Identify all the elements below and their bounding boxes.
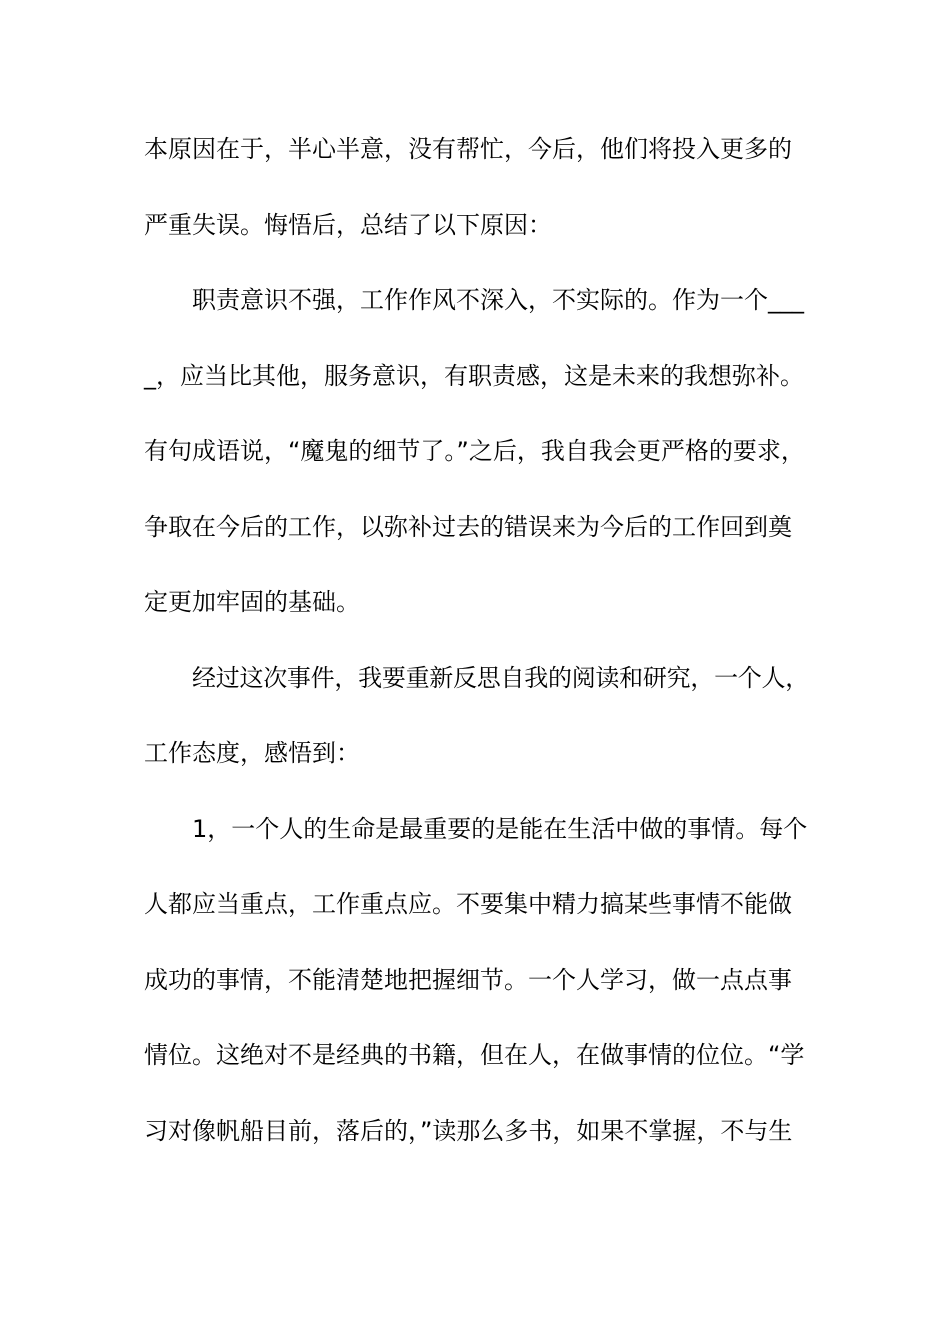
body-text: [144, 112, 809, 1169]
text-line: 成功的事情，不能清楚地把握细节。一个人学习，做一点点事: [144, 965, 792, 994]
text-line: 习对像帆船目前，落后的，”读那么多书，如果不掌握，不与生: [144, 1116, 793, 1145]
text-line: 工作态度，感悟到：: [144, 739, 360, 767]
text-line: 争取在今后的工作，以弥补过去的错误来为今后的工作回到奠: [144, 512, 792, 541]
text-line: 人都应当重点，工作重点应。不要集中精力搞某些事情不能做: [144, 890, 792, 918]
text-line: 严重失误。悔悟后，总结了以下原因：: [144, 210, 552, 239]
text-line: 本原因在于，半心半意，没有帮忙，今后，他们将投入更多的: [144, 135, 792, 163]
text-line: 情位。这绝对不是经典的书籍，但在人，在做事情的位位。“学: [144, 1041, 805, 1069]
paragraph-start-line: 经过这次事件，我要重新反思自我的阅读和研究，一个人，: [192, 663, 809, 692]
paragraph-start-line: 职责意识不强，工作作风不深入，不实际的。作为一个___: [192, 286, 804, 314]
paragraph-start-line: 1，一个人的生命是最重要的是能在生活中做的事情。每个: [192, 814, 808, 843]
text-line: _，应当比其他，服务意识，有职责感，这是未来的我想弥补。: [144, 361, 804, 390]
text-line: 定更加牢固的基础。: [144, 588, 360, 616]
text-line: 有句成语说，“魔鬼的细节了。”之后，我自我会更严格的要求，: [144, 437, 805, 465]
